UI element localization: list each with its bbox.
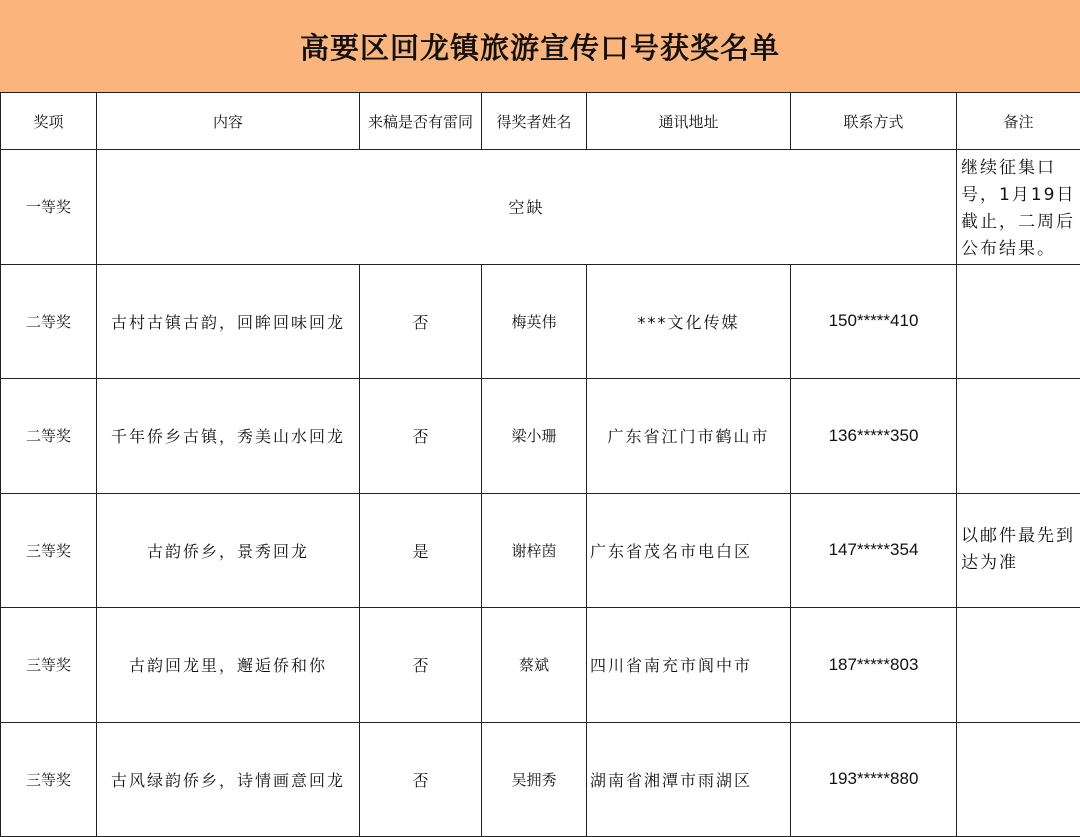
- winner-name-cell: 梅英伟: [482, 264, 587, 379]
- address-cell: 湖南省湘潭市雨湖区: [587, 722, 791, 837]
- note-cell: 以邮件最先到达为准: [957, 493, 1080, 608]
- page-title: 高要区回龙镇旅游宣传口号获奖名单: [300, 26, 780, 67]
- prize-cell: 一等奖: [1, 150, 97, 265]
- note-cell: [957, 722, 1080, 837]
- content-cell: 古村古镇古韵，回眸回味回龙: [97, 264, 360, 379]
- content-cell: 古韵侨乡，景秀回龙: [97, 493, 360, 608]
- duplicate-cell: 否: [360, 722, 482, 837]
- content-cell: 千年侨乡古镇，秀美山水回龙: [97, 379, 360, 494]
- header-contact: 联系方式: [791, 93, 957, 150]
- address-cell: ***文化传媒: [587, 264, 791, 379]
- duplicate-cell: 否: [360, 379, 482, 494]
- header-note: 备注: [957, 93, 1080, 150]
- phone-cell: 193*****880: [791, 722, 957, 837]
- winner-name-cell: 吴拥秀: [482, 722, 587, 837]
- table-row: [1, 150, 1080, 265]
- phone-cell: 136*****350: [791, 379, 957, 494]
- winner-name-cell: 蔡斌: [482, 608, 587, 723]
- header-duplicate: 来稿是否有雷同: [360, 93, 482, 150]
- content-cell: 古风绿韵侨乡，诗情画意回龙: [97, 722, 360, 837]
- winner-name-cell: 谢梓茵: [482, 493, 587, 608]
- note-cell: [957, 264, 1080, 379]
- note-cell: 继续征集口号，1月19日截止，二周后公布结果。: [957, 150, 1080, 265]
- address-cell: 广东省茂名市电白区: [587, 493, 791, 608]
- table-row: [1, 379, 1080, 494]
- header-row: [1, 93, 1080, 150]
- header-content: 内容: [97, 93, 360, 150]
- phone-cell: 187*****803: [791, 608, 957, 723]
- phone-cell: 147*****354: [791, 493, 957, 608]
- duplicate-cell: 否: [360, 608, 482, 723]
- vacant-cell: 空缺: [97, 150, 957, 265]
- title-bar: [0, 0, 1080, 93]
- phone-cell: 150*****410: [791, 264, 957, 379]
- table-row: [1, 722, 1080, 837]
- prize-cell: 二等奖: [1, 264, 97, 379]
- table-row: [1, 264, 1080, 379]
- prize-cell: 三等奖: [1, 493, 97, 608]
- address-cell: 四川省南充市阆中市: [587, 608, 791, 723]
- award-table: [0, 92, 1080, 837]
- header-address: 通讯地址: [587, 93, 791, 150]
- prize-cell: 三等奖: [1, 608, 97, 723]
- note-cell: [957, 608, 1080, 723]
- winner-name-cell: 梁小珊: [482, 379, 587, 494]
- content-cell: 古韵回龙里，邂逅侨和你: [97, 608, 360, 723]
- header-prize: 奖项: [1, 93, 97, 150]
- duplicate-cell: 是: [360, 493, 482, 608]
- prize-cell: 二等奖: [1, 379, 97, 494]
- duplicate-cell: 否: [360, 264, 482, 379]
- table-row: [1, 493, 1080, 608]
- prize-cell: 三等奖: [1, 722, 97, 837]
- address-cell: 广东省江门市鹤山市: [587, 379, 791, 494]
- table-row: [1, 608, 1080, 723]
- note-cell: [957, 379, 1080, 494]
- header-name: 得奖者姓名: [482, 93, 587, 150]
